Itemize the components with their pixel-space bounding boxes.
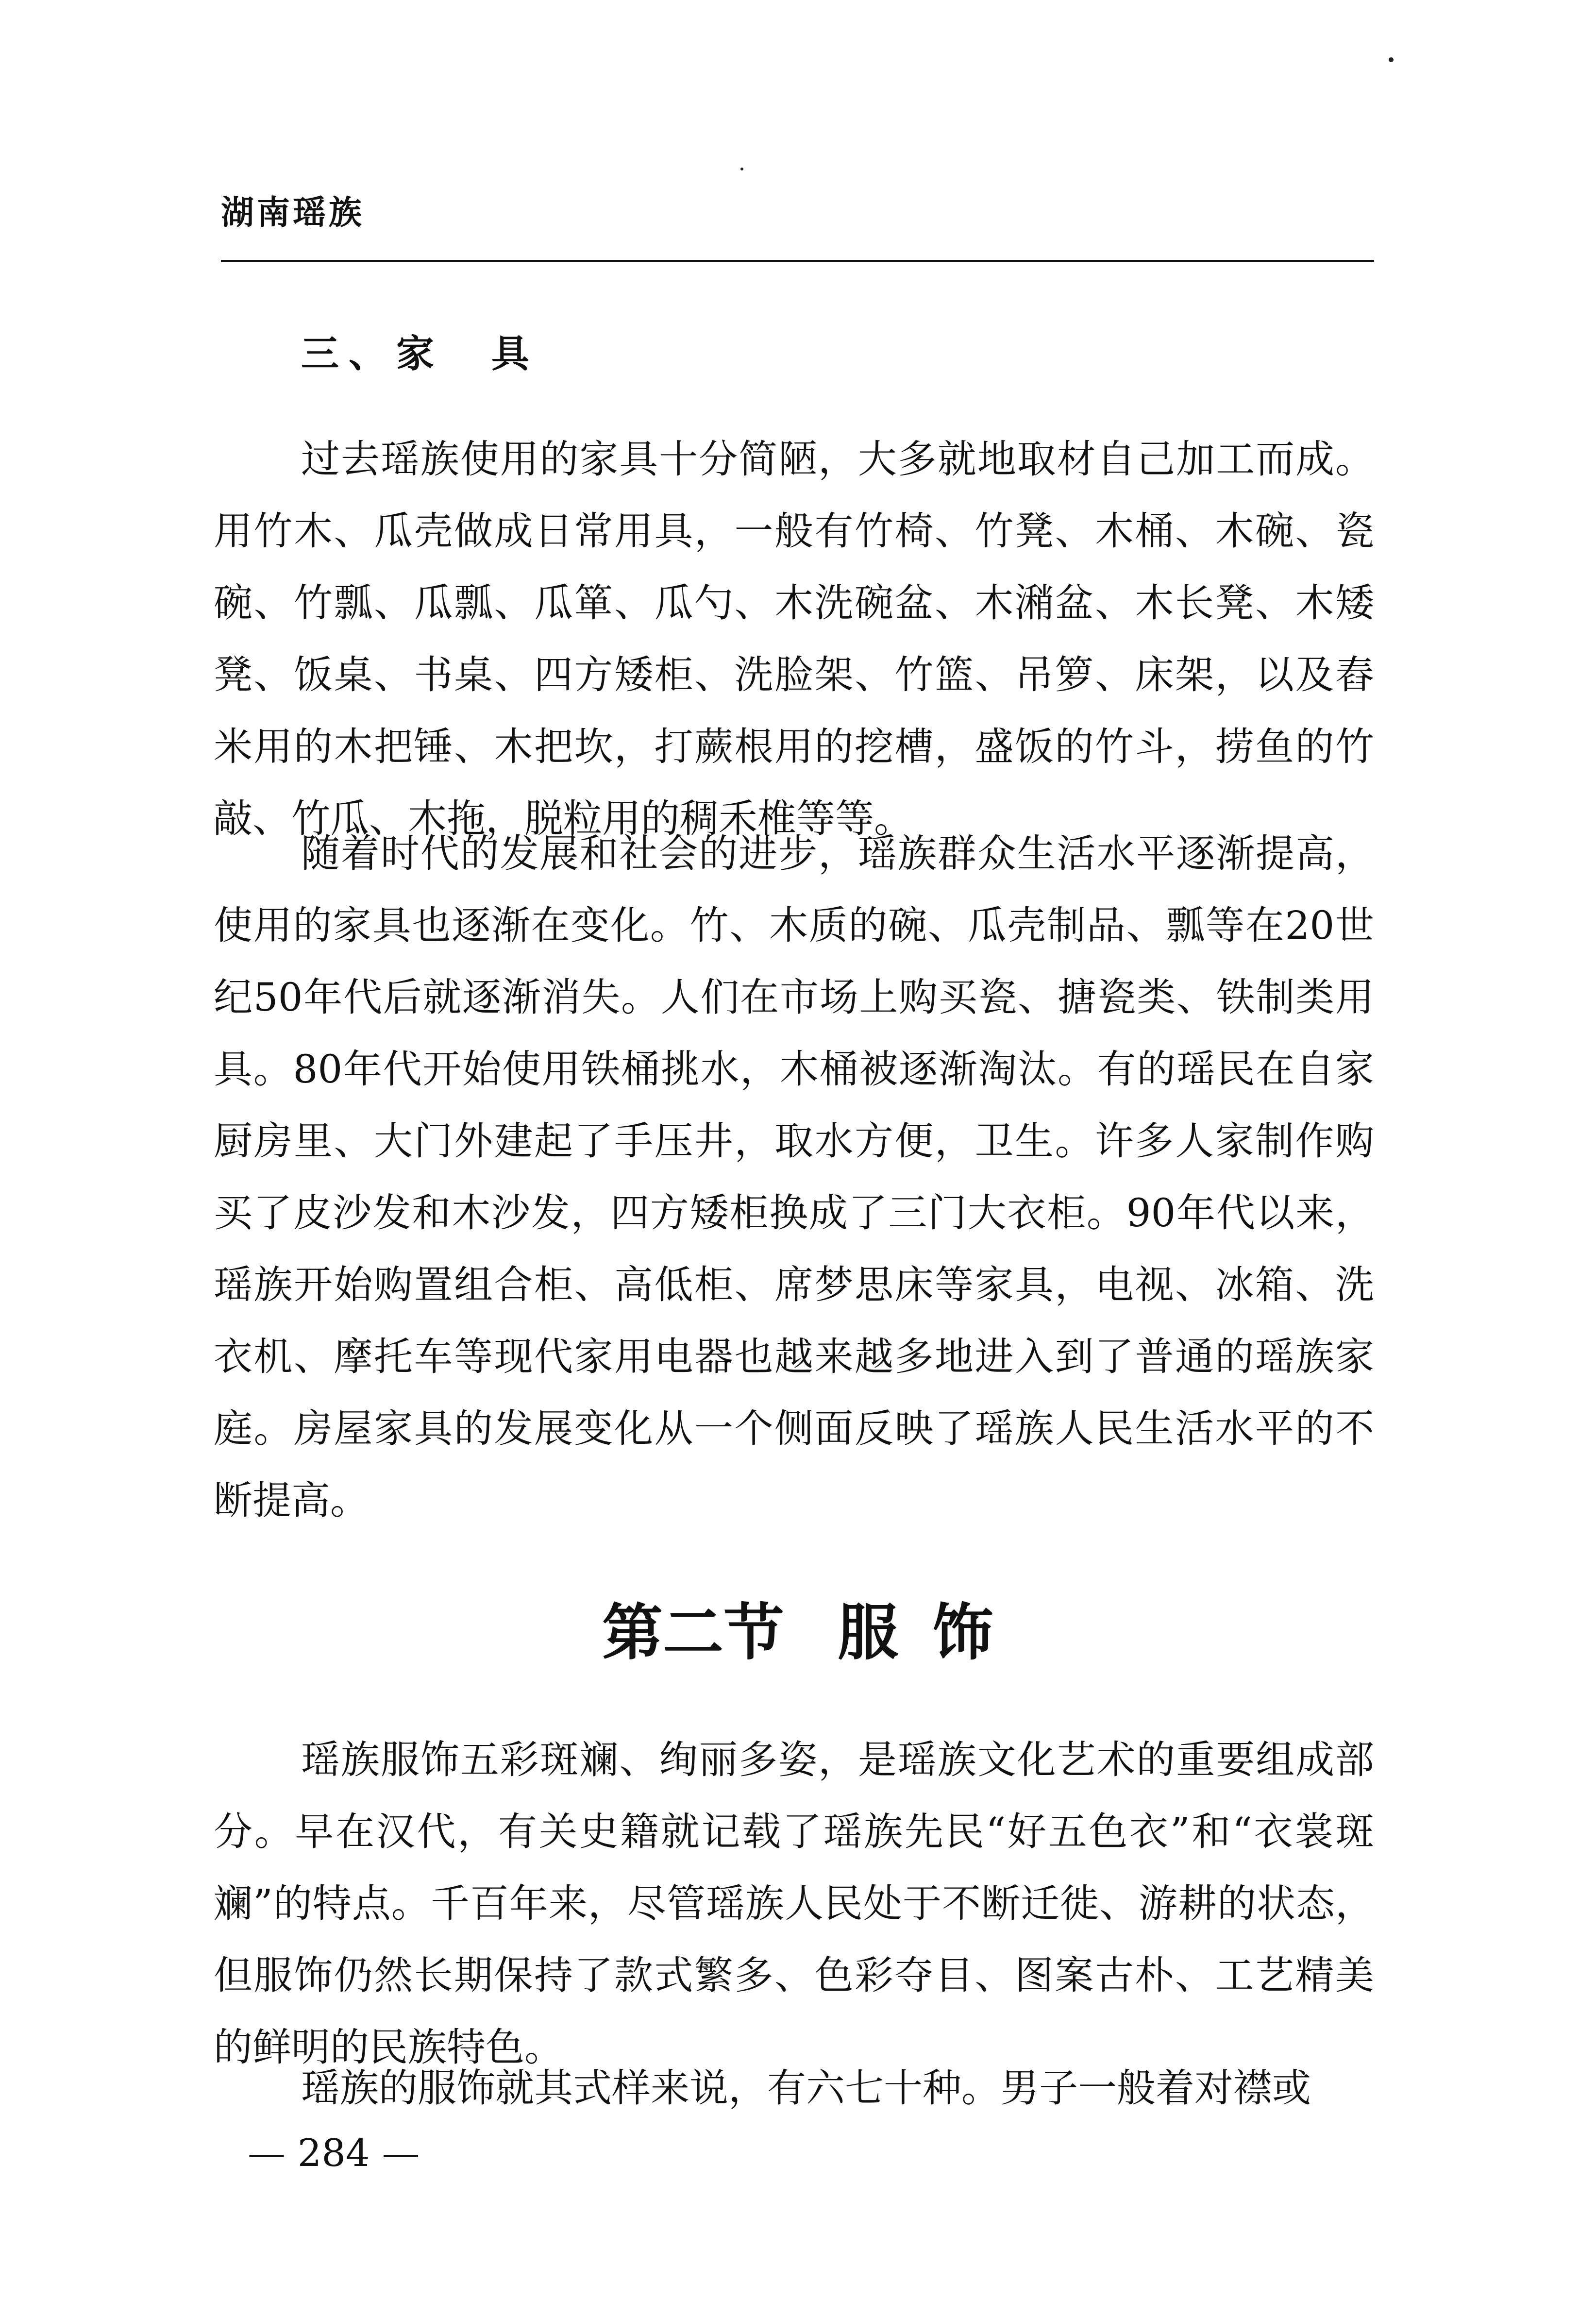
paragraph: 过去瑶族使用的家具十分简陋，大多就地取材自己加工而成。用竹木、瓜壳做成日常用具，一般有竹椅、竹凳、木桶、木碗、瓷碗、竹瓢、瓜瓢、瓜箪、瓜勺、木洗碗盆、木潲盆、木长凳、木矮凳、饭桌、书桌、四方矮柜、洗脸架、竹篮、吊箩、床架，以及舂米用的木把锤、木把坎，打蕨根用的挖槽，盛饭的竹斗，捞鱼的竹敲、竹瓜、木拖，脱粒用的稠禾椎等等。 <box>214 437 1374 841</box>
scan-speck <box>1389 57 1394 62</box>
section-heading <box>221 1598 1374 1668</box>
header-rule <box>221 260 1374 262</box>
section-title-char: 饰 <box>932 1598 993 1668</box>
page-number: — 284 — <box>248 2132 420 2175</box>
subsection-heading: 三、家 具 <box>301 332 539 376</box>
paragraph: 瑶族服饰五彩斑斓、绚丽多姿，是瑶族文化艺术的重要组成部分。早在汉代，有关史籍就记载了瑶族先民“好五色衣”和“衣裳斑斓”的特点。千百年来，尽管瑶族人民处于不断迁徙、游耕的状态，但服饰仍然长期保持了款式繁多、色彩夺目、图案古朴、工艺精美的鲜明的民族特色。 <box>214 1737 1374 2070</box>
paragraph: 瑶族的服饰就其式样来说，有六七十种。男子一般着对襟或 <box>301 2065 1311 2111</box>
section-title-char: 服 <box>838 1598 898 1668</box>
scan-speck <box>740 168 743 170</box>
running-header-title: 湖南瑶族 <box>221 194 365 232</box>
paragraph: 随着时代的发展和社会的进步，瑶族群众生活水平逐渐提高，使用的家具也逐渐在变化。竹、木质的碗、瓜壳制品、瓢等在20世纪50年代后就逐渐消失。人们在市场上购买瓷、搪瓷类、铁制类用具。80年代开始使用铁桶挑水，木桶被逐渐淘汰。有的瑶民在自家厨房里、大门外建起了手压井，取水方便，卫生。许多人家制作购买了皮沙发和木沙发，四方矮柜换成了三门大衣柜。90年代以来，瑶族开始购置组合柜、高低柜、席梦思床等家具，电视、冰箱、洗衣机、摩托车等现代家用电器也越来越多地进入到了普通的瑶族家庭。房屋家具的发展变化从一个侧面反映了瑶族人民生活水平的不断提高。 <box>214 831 1374 1523</box>
section-number: 第二节 <box>602 1598 784 1668</box>
